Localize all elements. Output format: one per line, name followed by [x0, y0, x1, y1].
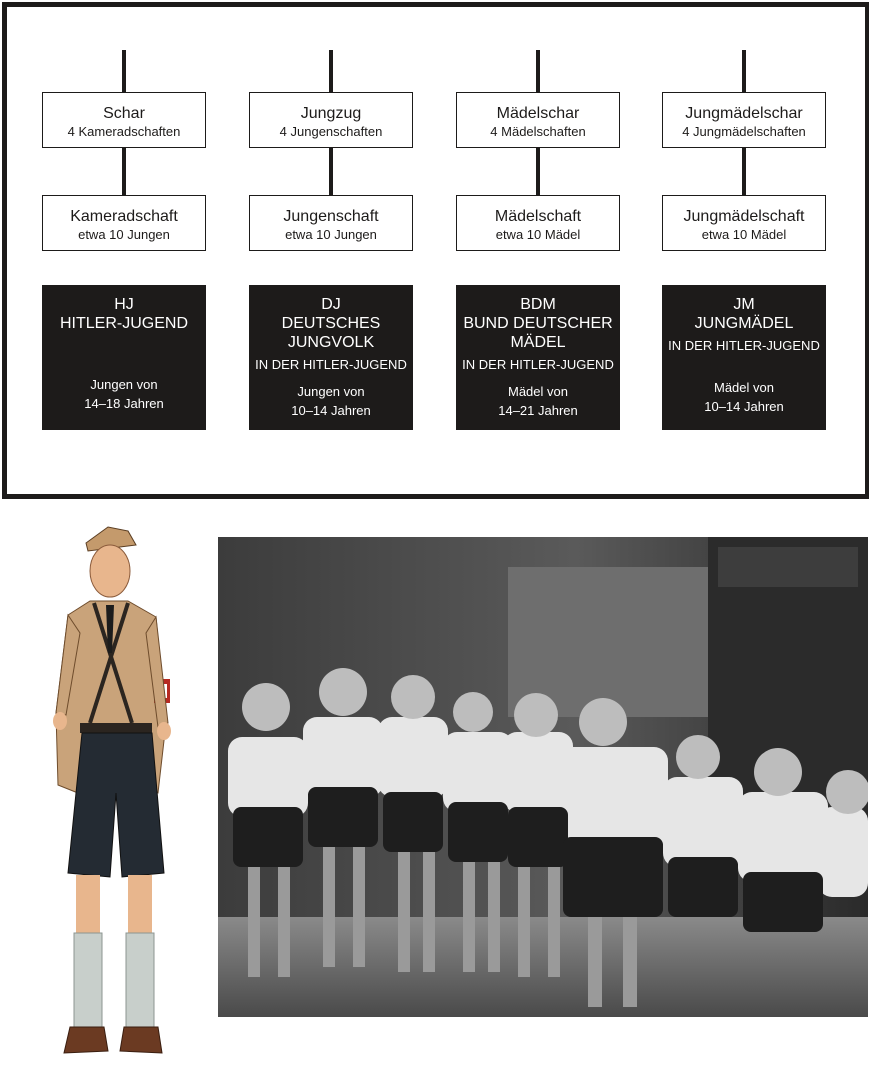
unit-detail: 4 Mädelschaften	[490, 124, 586, 139]
unit-detail: etwa 10 Mädel	[495, 227, 581, 242]
org-abbreviation: HJ	[114, 296, 134, 313]
unit-box-level1	[42, 195, 206, 251]
connector-line	[742, 50, 746, 92]
unit-box-level2	[662, 92, 826, 148]
org-name: BUND DEUTSCHER MÄDEL	[463, 315, 613, 351]
org-age-range: Jungen von 10–14 Jahren	[291, 384, 371, 418]
organization-box	[662, 285, 826, 430]
unit-box-level1	[249, 195, 413, 251]
unit-title: Jungmädelschar	[685, 105, 803, 122]
unit-detail: etwa 10 Jungen	[78, 227, 170, 242]
org-name: DEUTSCHES JUNGVOLK	[281, 315, 381, 351]
org-abbreviation: DJ	[321, 296, 341, 313]
unit-title: Jungzug	[300, 105, 362, 122]
organization-box	[42, 285, 206, 430]
org-subline: IN DER HITLER-JUGEND	[255, 357, 407, 372]
org-chart	[2, 2, 869, 499]
connector-line	[122, 50, 126, 92]
org-age-range: Mädel von 10–14 Jahren	[704, 380, 784, 414]
unit-title: Jungmädelschaft	[683, 208, 805, 225]
unit-title: Schar	[103, 105, 145, 122]
org-abbreviation: JM	[733, 296, 755, 313]
unit-title: Jungenschaft	[283, 208, 379, 225]
unit-detail: 4 Jungenschaften	[279, 124, 383, 139]
unit-detail: etwa 10 Jungen	[285, 227, 377, 242]
unit-box-level2	[42, 92, 206, 148]
group-photo	[218, 537, 868, 1017]
connector-line	[329, 148, 333, 195]
org-subline: IN DER HITLER-JUGEND	[462, 357, 614, 372]
connector-line	[536, 50, 540, 92]
unit-box-level1	[662, 195, 826, 251]
connector-line	[329, 50, 333, 92]
org-abbreviation: BDM	[520, 296, 556, 313]
organization-box	[456, 285, 620, 430]
org-age-range: Jungen von 14–18 Jahren	[84, 377, 164, 411]
unit-detail: etwa 10 Mädel	[701, 227, 787, 242]
unit-title: Mädelschaft	[494, 208, 582, 225]
unit-detail: 4 Jungmädelschaften	[682, 124, 806, 139]
org-age-range: Mädel von 14–21 Jahren	[498, 384, 578, 418]
unit-title: Kameradschaft	[70, 208, 178, 225]
org-name: JUNGMÄDEL	[694, 315, 794, 332]
organization-box	[249, 285, 413, 430]
connector-line	[122, 148, 126, 195]
connector-line	[742, 148, 746, 195]
unit-title: Mädelschar	[496, 105, 580, 122]
uniform-illustration	[28, 523, 198, 1073]
connector-line	[536, 148, 540, 195]
unit-box-level2	[249, 92, 413, 148]
unit-box-level2	[456, 92, 620, 148]
unit-box-level1	[456, 195, 620, 251]
org-name: HITLER-JUGEND	[59, 315, 188, 332]
unit-detail: 4 Kameradschaften	[67, 124, 181, 139]
org-subline: IN DER HITLER-JUGEND	[668, 338, 820, 353]
